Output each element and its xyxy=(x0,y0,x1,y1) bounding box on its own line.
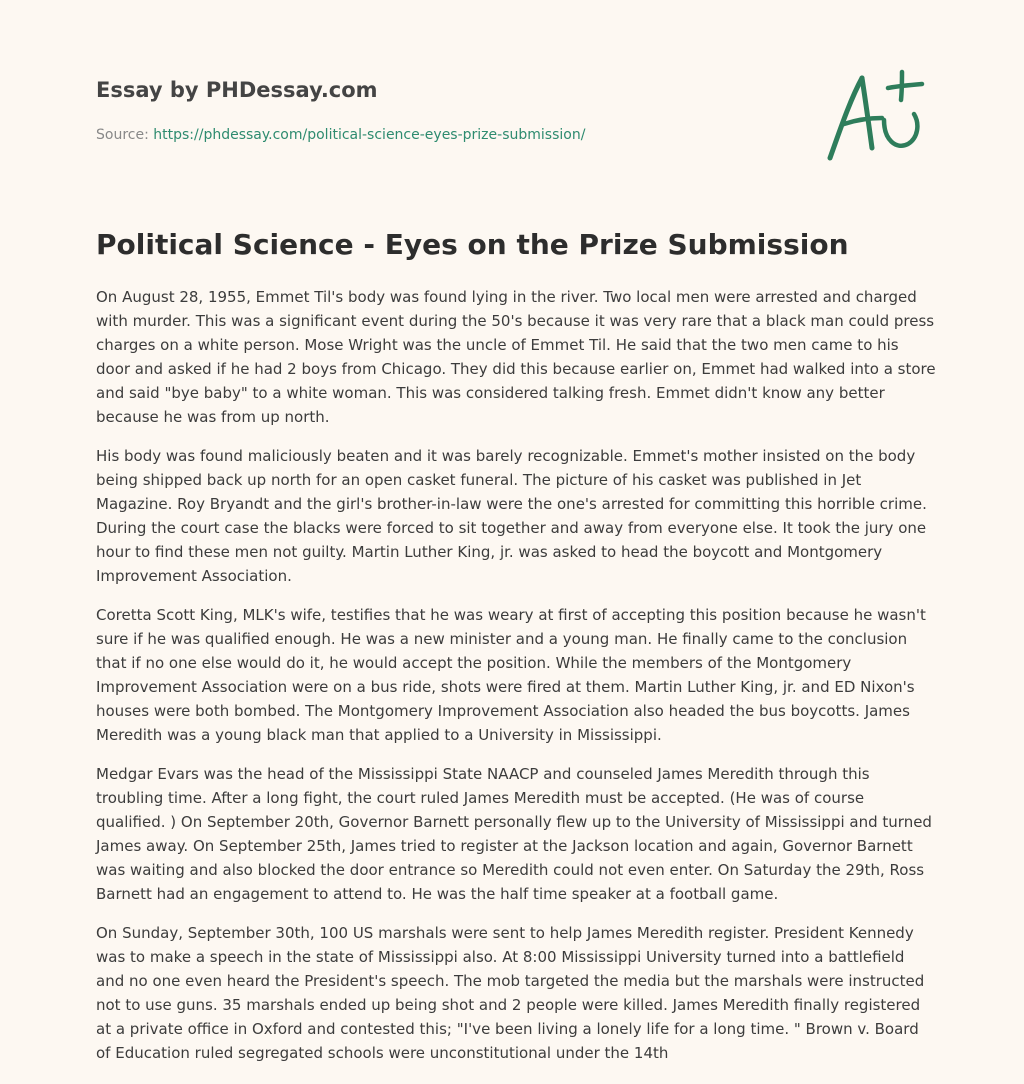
a-plus-logo xyxy=(822,68,928,164)
site-brand: Essay by PHDessay.com xyxy=(96,78,378,102)
source-line xyxy=(96,125,796,145)
essay-title: Political Science - Eyes on the Prize Submission xyxy=(96,228,849,261)
essay-paragraph: Medgar Evars was the head of the Mississippi State NAACP and counseled James Meredith through this troubling time. After a long fight, the court ruled James Meredith must be accepted. (He was of course qualified. ) On September 20th, Governor Barnett personally flew up to the University of Mississippi and turned James away. On September 25th, James tried to register at the Jackson location and again, Governor Barnett was waiting and also blocked the door entrance so Meredith could not even enter. On Saturday the 29th, Ross Barnett had an engagement to attend to. He was the half time speaker at a football game. xyxy=(96,765,932,903)
source-link[interactable]: https://phdessay.com/political-science-eyes-prize-submission/ xyxy=(153,127,586,143)
source-label: Source: xyxy=(96,127,154,143)
essay-paragraph: On August 28, 1955, Emmet Til's body was found lying in the river. Two local men were arrested and charged with murder. This was a significant event during the 50's because it was very rare that a black man could press charges on a white person. Mose Wright was the uncle of Emmet Til. He said that the two men came to his door and asked if he had 2 boys from Chicago. They did this because earlier on, Emmet had walked into a store and said "bye baby" to a white woman. This was considered talking fresh. Emmet didn't know any better because he was from up north. xyxy=(96,288,936,426)
essay-paragraph: His body was found maliciously beaten and it was barely recognizable. Emmet's mother insisted on the body being shipped back up north for an open casket funeral. The picture of his casket was published in Jet Magazine. Roy Bryandt and the girl's brother-in-law were the one's arrested for committing this horrible crime. During the court case the blacks were forced to sit together and away from everyone else. It took the jury one hour to find these men not guilty. Martin Luther King, jr. was asked to head the boycott and Montgomery Improvement Association. xyxy=(96,447,927,585)
header xyxy=(96,76,796,145)
essay-paragraph: On Sunday, September 30th, 100 US marshals were sent to help James Meredith register. President Kennedy was to make a speech in the state of Mississippi also. At 8:00 Mississippi University turned into a battlefield and no one even heard the President's speech. The mob targeted the media but the marshals were instructed not to use guns. 35 marshals ended up being shot and 2 people were killed. James Meredith finally registered at a private office in Oxford and contested this; "I've been living a lonely life for a long time. " Brown v. Board of Education ruled segregated schools were unconstitutional under the 14th xyxy=(96,924,925,1062)
essay-paragraph: Coretta Scott King, MLK's wife, testifies that he was weary at first of accepting this position because he wasn't sure if he was qualified enough. He was a new minister and a young man. He finally came to the conclusion that if no one else would do it, he would accept the position. While the members of the Montgomery Improvement Association were on a bus ride, shots were fired at them. Martin Luther King, jr. and ED Nixon's houses were both bombed. The Montgomery Improvement Association also headed the bus boycotts. James Meredith was a young black man that applied to a University in Mississippi. xyxy=(96,606,926,744)
essay-body xyxy=(96,285,936,1080)
